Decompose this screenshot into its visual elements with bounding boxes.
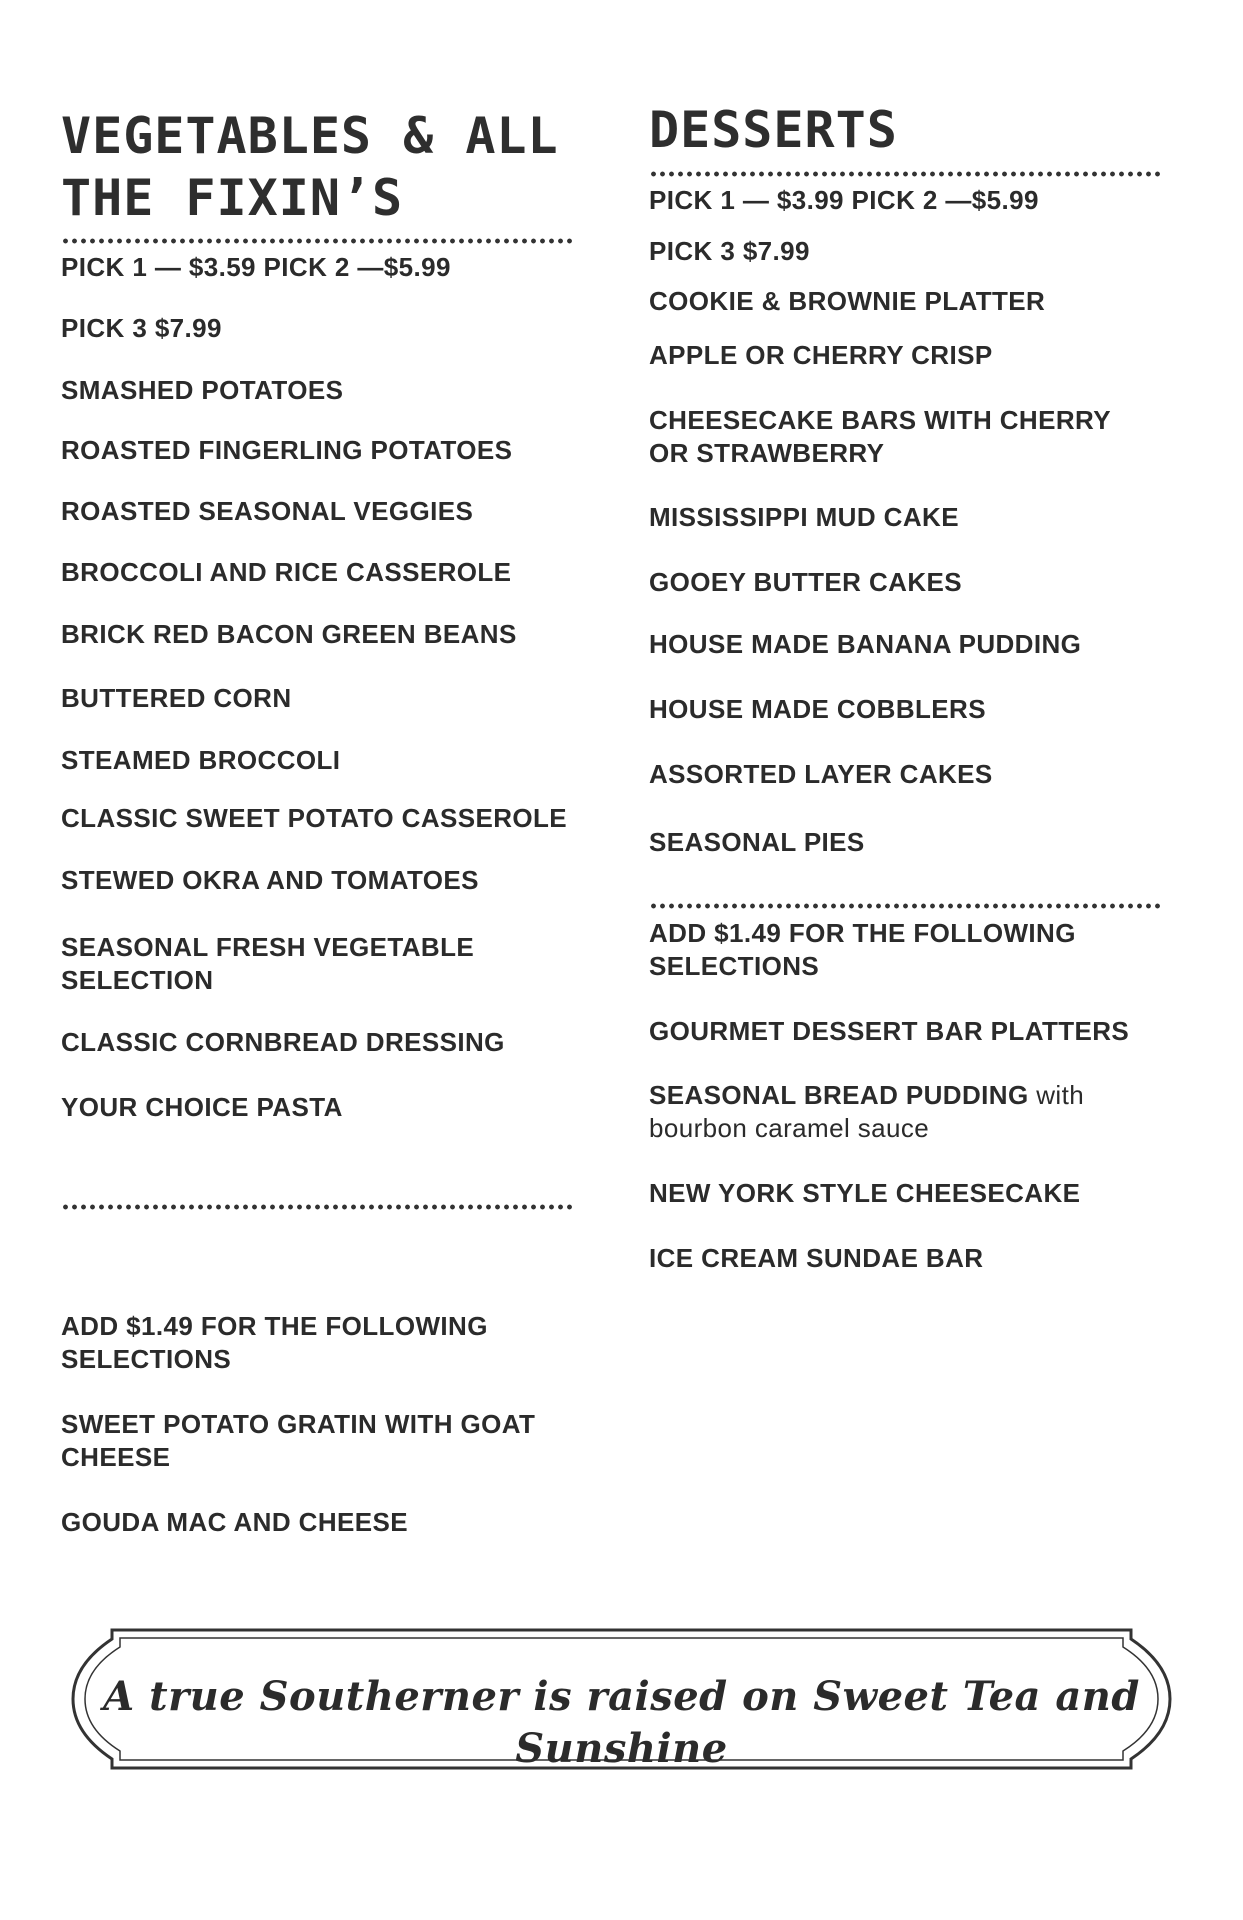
vegetables-title-line-2: THE FIXIN’S	[61, 169, 404, 227]
menu-item: CHEESECAKE BARS WITH CHERRY	[649, 405, 1111, 435]
menu-item: HOUSE MADE BANANA PUDDING	[649, 629, 1082, 659]
premium-menu-item: ICE CREAM SUNDAE BAR	[649, 1243, 984, 1273]
menu-item: BRICK RED BACON GREEN BEANS	[61, 619, 517, 649]
menu-item-continued: SELECTION	[61, 965, 214, 995]
menu-item: APPLE OR CHERRY CRISP	[649, 340, 993, 370]
desserts-pricing-pick3: PICK 3 $7.99	[649, 236, 810, 266]
menu-item: SEASONAL FRESH VEGETABLE	[61, 932, 475, 962]
menu-item: ASSORTED LAYER CAKES	[649, 759, 993, 789]
premium-menu-item-note-continued	[649, 1112, 929, 1145]
menu-item: SMASHED POTATOES	[61, 375, 344, 405]
dotted-divider	[649, 171, 1160, 177]
menu-item-continued: OR STRAWBERRY	[649, 438, 885, 468]
tagline-banner	[70, 1627, 1173, 1771]
menu-item: ROASTED SEASONAL VEGGIES	[61, 496, 474, 526]
premium-menu-item-note: bourbon caramel sauce	[649, 1113, 930, 1143]
menu-item: GOOEY BUTTER CAKES	[649, 567, 962, 597]
desserts-title: DESSERTS	[649, 101, 898, 159]
premium-menu-item: GOURMET DESSERT BAR PLATTERS	[649, 1016, 1130, 1046]
menu-item: STEWED OKRA AND TOMATOES	[61, 865, 479, 895]
premium-menu-item-continued: CHEESE	[61, 1442, 171, 1472]
menu-item: BROCCOLI AND RICE CASSEROLE	[61, 557, 512, 587]
vegetables-title-line-1: VEGETABLES & ALL	[61, 107, 559, 165]
menu-item: YOUR CHOICE PASTA	[61, 1092, 343, 1122]
vegetables-pricing-pick3: PICK 3 $7.99	[61, 313, 222, 343]
vegetables-pricing: PICK 1 — $3.59 PICK 2 —$5.99	[61, 252, 451, 282]
menu-item: CLASSIC CORNBREAD DRESSING	[61, 1027, 505, 1057]
premium-menu-item-name: SEASONAL BREAD PUDDING	[649, 1080, 1029, 1110]
dotted-divider	[61, 238, 573, 244]
menu-item: STEAMED BROCCOLI	[61, 745, 341, 775]
premium-menu-item	[649, 1079, 1084, 1112]
menu-item: ROASTED FINGERLING POTATOES	[61, 435, 513, 465]
add-on-heading-continued: SELECTIONS	[649, 951, 820, 981]
premium-menu-item: GOUDA MAC AND CHEESE	[61, 1507, 408, 1537]
premium-menu-item: NEW YORK STYLE CHEESECAKE	[649, 1178, 1081, 1208]
premium-menu-item: SWEET POTATO GRATIN WITH GOAT	[61, 1409, 536, 1439]
dotted-divider	[649, 903, 1160, 909]
add-on-heading-continued: SELECTIONS	[61, 1344, 232, 1374]
banner-tagline: A true Southerner is raised on Sweet Tea and Sunshine	[103, 1673, 1140, 1772]
menu-item: MISSISSIPPI MUD CAKE	[649, 502, 959, 532]
menu-item: SEASONAL PIES	[649, 827, 865, 857]
menu-item: CLASSIC SWEET POTATO CASSEROLE	[61, 803, 568, 833]
menu-item: BUTTERED CORN	[61, 683, 292, 713]
dotted-divider	[61, 1204, 573, 1210]
menu-item: COOKIE & BROWNIE PLATTER	[649, 286, 1046, 316]
menu-item: HOUSE MADE COBBLERS	[649, 694, 986, 724]
add-on-heading: ADD $1.49 FOR THE FOLLOWING	[61, 1311, 488, 1341]
premium-menu-item-note: with	[1036, 1080, 1085, 1110]
desserts-pricing: PICK 1 — $3.99 PICK 2 —$5.99	[649, 185, 1039, 215]
add-on-heading: ADD $1.49 FOR THE FOLLOWING	[649, 918, 1076, 948]
